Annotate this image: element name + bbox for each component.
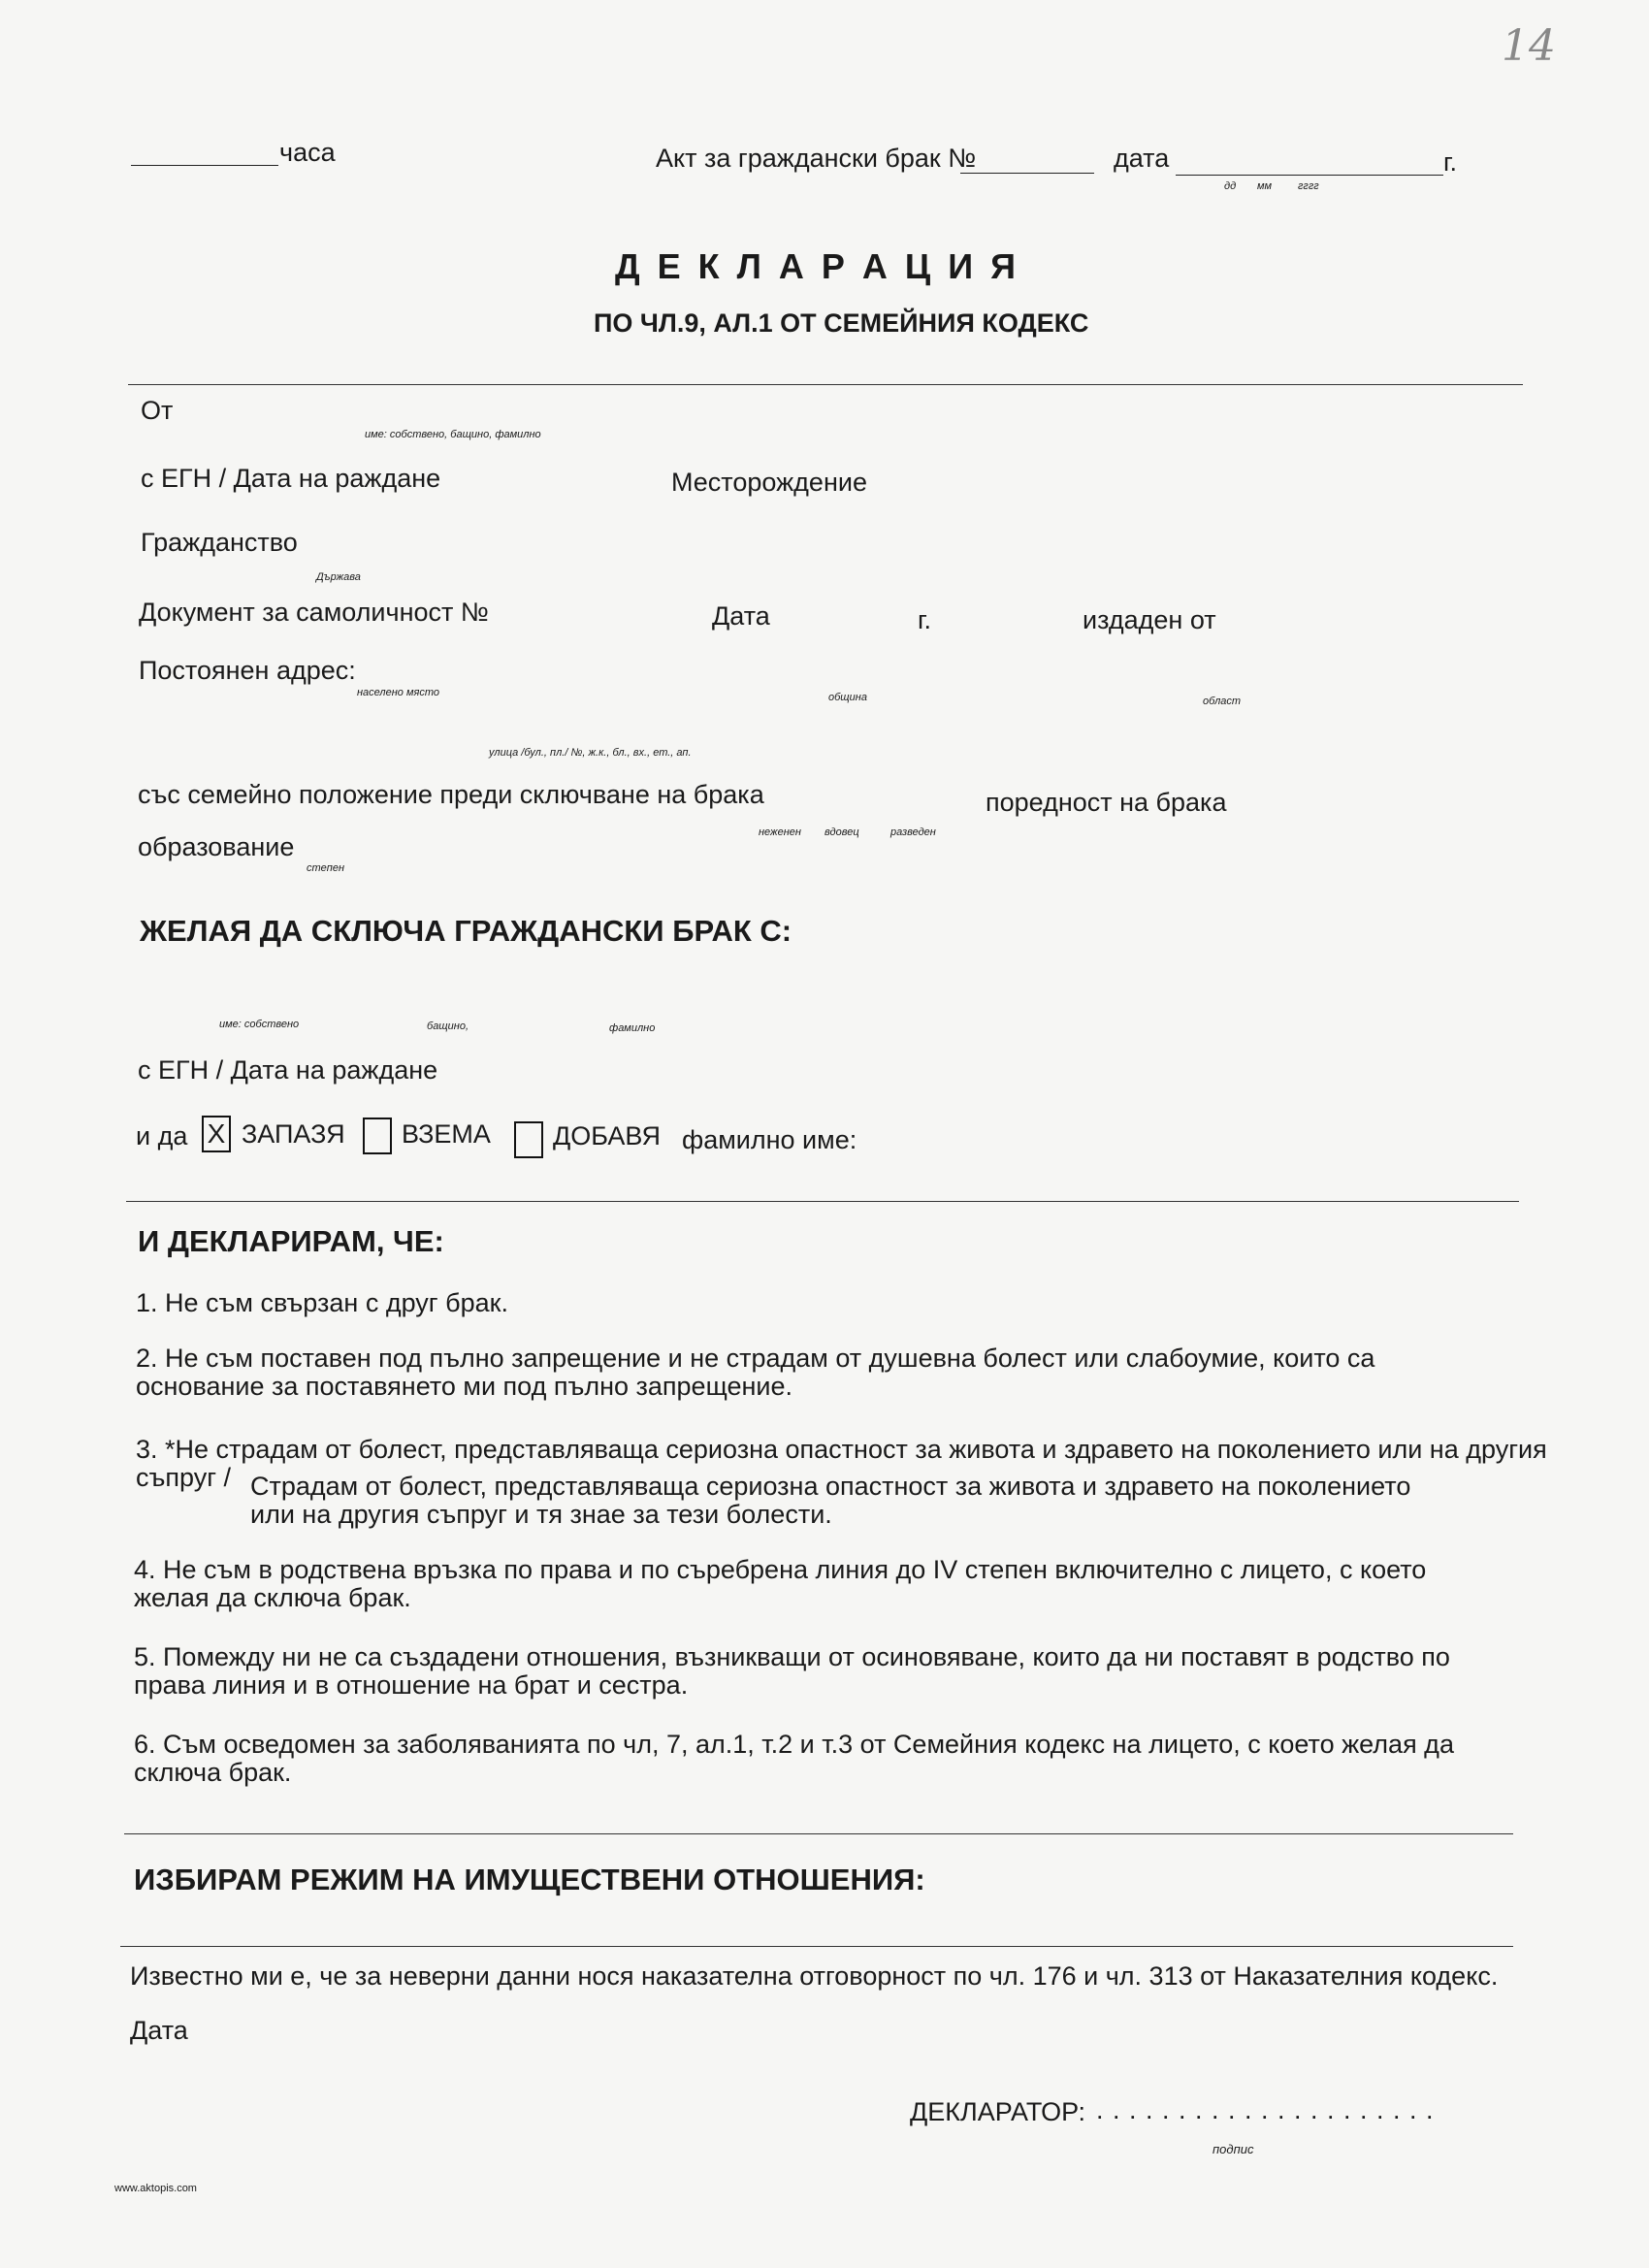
footer-date-label: Дата bbox=[130, 2016, 188, 2045]
marriage-order-label: поредност на брака bbox=[986, 788, 1227, 817]
declaration-item-4: 4. Не съм в родствена връзка по права и по съребрена линия до IV степен включително с лицето, с което желая да сключа брак. bbox=[134, 1555, 1427, 1612]
and-label: и да bbox=[136, 1121, 188, 1150]
date-label: дата bbox=[1114, 144, 1170, 173]
spouse-name-hint-family: фамилно bbox=[609, 1022, 656, 1034]
settlement-hint: населено място bbox=[357, 687, 440, 698]
divider bbox=[124, 1833, 1513, 1834]
spouse-name-hint-first: име: собствено bbox=[219, 1019, 300, 1030]
declaration-item-3a-line2: съпруг / bbox=[136, 1463, 232, 1492]
education-label: образование bbox=[138, 832, 295, 861]
page-title: Д Е К Л А Р А Ц И Я bbox=[615, 246, 1019, 286]
egn-label: с ЕГН / Дата на раждане bbox=[141, 464, 441, 493]
street-hint: улица /бул., пл./ №, ж.к., бл., вх., ет., ап. bbox=[489, 747, 692, 759]
id-doc-label: Документ за самоличност № bbox=[139, 598, 489, 627]
signature-hint: подпис bbox=[1212, 2142, 1254, 2156]
divider bbox=[120, 1946, 1513, 1947]
add-surname-checkbox[interactable] bbox=[514, 1121, 543, 1158]
divider bbox=[128, 384, 1523, 385]
from-label: От bbox=[141, 396, 174, 425]
date-field[interactable] bbox=[1176, 175, 1443, 176]
year-label: г. bbox=[1443, 147, 1458, 177]
date-hint-yyyy: гггг bbox=[1298, 180, 1319, 192]
property-heading: ИЗБИРАМ РЕЖИМ НА ИМУЩЕСТВЕНИ ОТНОШЕНИЯ: bbox=[134, 1863, 925, 1896]
region-hint: област bbox=[1203, 696, 1242, 707]
marital-hint-unmarried: неженен bbox=[759, 826, 801, 838]
hours-label: часа bbox=[279, 138, 336, 167]
page-number-handwritten: 14 bbox=[1502, 21, 1556, 71]
surname-label: фамилно име: bbox=[682, 1125, 857, 1154]
marital-status-label: със семейно положение преди сключване на брака bbox=[138, 780, 764, 809]
declaration-item-3b: Страдам от болест, представляваща сериозна опастност за живота и здравето на поколението или на другия съпруг и тя знае за тези болести. bbox=[250, 1472, 1411, 1529]
hours-field[interactable] bbox=[131, 165, 278, 166]
name-hint: име: собствено, бащино, фамилно bbox=[365, 429, 541, 440]
degree-hint: степен bbox=[307, 862, 345, 874]
id-year-label: г. bbox=[918, 605, 932, 634]
website-footer: www.aktopis.com bbox=[114, 2183, 197, 2194]
add-surname-label: ДОБАВЯ bbox=[553, 1121, 662, 1150]
spouse-heading: ЖЕЛАЯ ДА СКЛЮЧА ГРАЖДАНСКИ БРАК С: bbox=[140, 914, 792, 948]
declaration-item-1: 1. Не съм свързан с друг брак. bbox=[136, 1288, 508, 1317]
act-number-field[interactable] bbox=[960, 173, 1094, 174]
marital-hint-widowed: вдовец bbox=[824, 826, 859, 838]
liability-statement: Известно ми е, че за неверни данни нося наказателна отговорност по чл. 176 и чл. 313 от Наказателния кодекс. bbox=[130, 1961, 1499, 1991]
keep-surname-checkbox[interactable] bbox=[202, 1116, 231, 1152]
state-hint: Държава bbox=[316, 571, 361, 583]
take-surname-checkbox[interactable] bbox=[363, 1118, 392, 1154]
municipality-hint: община bbox=[828, 692, 867, 703]
declaration-item-2: 2. Не съм поставен под пълно запрещение и не страдам от душевна болест или слабоумие, които са основание за поставянето ми под пълно запрещение. bbox=[136, 1344, 1375, 1401]
citizenship-label: Гражданство bbox=[141, 528, 298, 557]
declarations-heading: И ДЕКЛАРИРАМ, ЧЕ: bbox=[138, 1224, 444, 1258]
declaration-item-3a-line1: 3. *Не страдам от болест, представляваща сериозна опастност за живота и здравето на поколението или на другия bbox=[136, 1435, 1547, 1464]
id-date-label: Дата bbox=[712, 601, 770, 631]
birthplace-label: Месторождение bbox=[671, 468, 867, 497]
page-subtitle: ПО ЧЛ.9, АЛ.1 ОТ СЕМЕЙНИЯ КОДЕКС bbox=[594, 308, 1089, 338]
checkbox-mark: X bbox=[207, 1118, 226, 1149]
declarant-label: ДЕКЛАРАТОР: bbox=[910, 2097, 1086, 2126]
act-label: Акт за граждански брак № bbox=[656, 144, 977, 173]
signature-field[interactable]: . . . . . . . . . . . . . . . . . . . . . bbox=[1096, 2095, 1435, 2124]
divider bbox=[126, 1201, 1519, 1202]
spouse-name-hint-father: бащино, bbox=[427, 1021, 469, 1032]
date-hint-mm: мм bbox=[1257, 180, 1273, 192]
marital-hint-divorced: разведен bbox=[890, 826, 936, 838]
address-label: Постоянен адрес: bbox=[139, 656, 356, 685]
spouse-egn-label: с ЕГН / Дата на раждане bbox=[138, 1055, 438, 1085]
take-surname-label: ВЗЕМА bbox=[402, 1119, 491, 1149]
keep-surname-label: ЗАПАЗЯ bbox=[242, 1119, 345, 1149]
date-hint-dd: дд bbox=[1224, 180, 1237, 192]
declaration-item-6: 6. Съм осведомен за заболяванията по чл, 7, ал.1, т.2 и т.3 от Семейния кодекс на лицето, с което желая да сключа брак. bbox=[134, 1730, 1454, 1787]
declaration-item-5: 5. Помежду ни не са създадени отношения, възникващи от осиновяване, които да ни поставят в родство по права линия и в отношение на брат и сестра. bbox=[134, 1642, 1450, 1700]
issued-by-label: издаден от bbox=[1083, 605, 1216, 634]
